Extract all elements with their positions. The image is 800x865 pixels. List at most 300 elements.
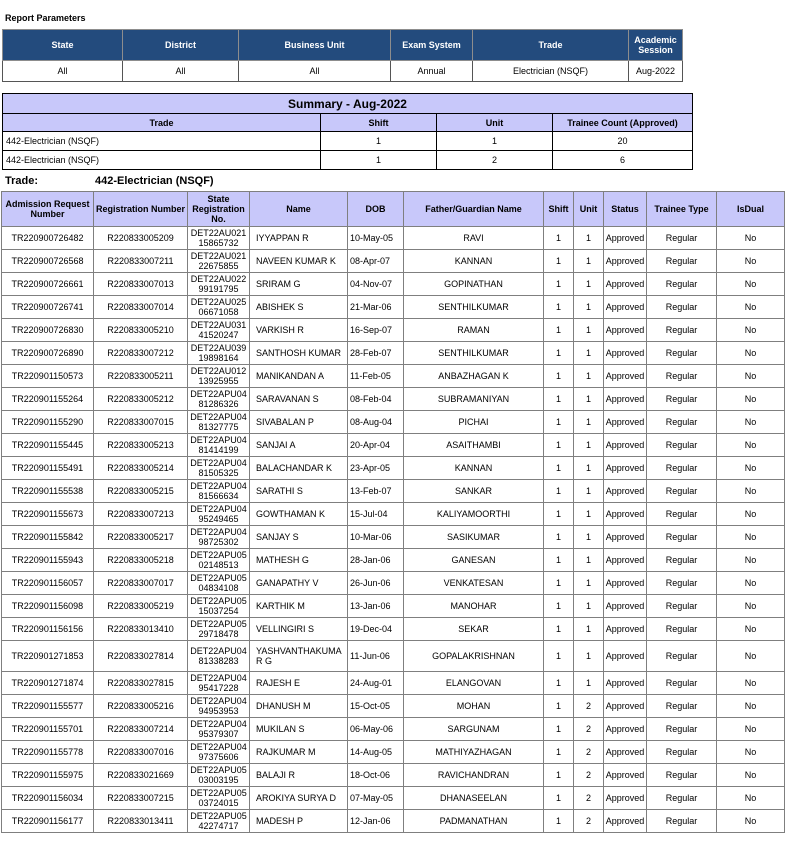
- cell-state-registration: DET22APU04 95249465: [188, 503, 250, 526]
- cell-state-registration: DET22APU04 81286326: [188, 388, 250, 411]
- cell-dob: 16-Sep-07: [348, 319, 404, 342]
- cell-shift: 1: [544, 503, 574, 526]
- cell-trainee-type: Regular: [647, 595, 717, 618]
- cell-admission-number: TR220900726890: [2, 342, 94, 365]
- cell-father-name: ANBAZHAGAN K: [404, 365, 544, 388]
- cell-status: Approved: [604, 741, 647, 764]
- cell-shift: 1: [544, 342, 574, 365]
- cell-isdual: No: [717, 572, 785, 595]
- table-row: [2, 641, 785, 672]
- table-row: [2, 741, 785, 764]
- cell-dob: 15-Jul-04: [348, 503, 404, 526]
- cell-isdual: No: [717, 250, 785, 273]
- cell-trainee-type: Regular: [647, 388, 717, 411]
- cell-trainee-type: Regular: [647, 342, 717, 365]
- cell-state-registration: DET22APU04 98725302: [188, 526, 250, 549]
- cell-trainee-type: Regular: [647, 718, 717, 741]
- cell-isdual: No: [717, 434, 785, 457]
- cell-unit: 1: [574, 503, 604, 526]
- cell-father-name: ELANGOVAN: [404, 672, 544, 695]
- cell-shift: 1: [544, 411, 574, 434]
- cell-status: Approved: [604, 526, 647, 549]
- cell-registration-number: R220833007015: [94, 411, 188, 434]
- param-header-state: State: [3, 30, 123, 61]
- cell-admission-number: TR220900726741: [2, 296, 94, 319]
- cell-state-registration: DET22AU021 15865732: [188, 227, 250, 250]
- cell-registration-number: R220833005209: [94, 227, 188, 250]
- cell-name: ABISHEK S: [250, 296, 348, 319]
- cell-unit: 1: [574, 411, 604, 434]
- cell-state-registration: DET22APU04 81566634: [188, 480, 250, 503]
- cell-shift: 1: [544, 718, 574, 741]
- cell-dob: 15-Oct-05: [348, 695, 404, 718]
- cell-name: IYYAPPAN R: [250, 227, 348, 250]
- cell-admission-number: TR220901156057: [2, 572, 94, 595]
- trade-label: Trade:: [5, 175, 39, 187]
- summary-cell-unit: 1: [437, 132, 553, 151]
- cell-isdual: No: [717, 319, 785, 342]
- cell-dob: 19-Dec-04: [348, 618, 404, 641]
- table-row: [2, 365, 785, 388]
- cell-unit: 2: [574, 695, 604, 718]
- summary-row: [3, 151, 693, 170]
- summary-header-count: Trainee Count (Approved): [553, 114, 693, 132]
- cell-registration-number: R220833007211: [94, 250, 188, 273]
- cell-shift: 1: [544, 672, 574, 695]
- cell-father-name: RAVICHANDRAN: [404, 764, 544, 787]
- cell-admission-number: TR220901155264: [2, 388, 94, 411]
- cell-registration-number: R220833005219: [94, 595, 188, 618]
- table-row: [2, 273, 785, 296]
- summary-cell-trade: 442-Electrician (NSQF): [3, 151, 321, 170]
- cell-dob: 04-Nov-07: [348, 273, 404, 296]
- cell-dob: 13-Feb-07: [348, 480, 404, 503]
- cell-status: Approved: [604, 764, 647, 787]
- cell-father-name: MATHIYAZHAGAN: [404, 741, 544, 764]
- cell-isdual: No: [717, 618, 785, 641]
- summary-table: [2, 93, 693, 170]
- cell-name: MADESH P: [250, 810, 348, 833]
- cell-trainee-type: Regular: [647, 457, 717, 480]
- cell-shift: 1: [544, 388, 574, 411]
- table-row: [2, 434, 785, 457]
- cell-status: Approved: [604, 672, 647, 695]
- cell-name: BALACHANDAR K: [250, 457, 348, 480]
- cell-trainee-type: Regular: [647, 764, 717, 787]
- cell-state-registration: DET22APU05 29718478: [188, 618, 250, 641]
- summary-cell-unit: 2: [437, 151, 553, 170]
- table-row: [2, 342, 785, 365]
- col-header-state-registration: State Registration No.: [188, 192, 250, 227]
- cell-isdual: No: [717, 388, 785, 411]
- cell-father-name: GOPINATHAN: [404, 273, 544, 296]
- table-row: [2, 319, 785, 342]
- cell-shift: 1: [544, 572, 574, 595]
- cell-admission-number: TR220901155445: [2, 434, 94, 457]
- cell-unit: 2: [574, 787, 604, 810]
- cell-shift: 1: [544, 764, 574, 787]
- table-row: [2, 695, 785, 718]
- summary-title: Summary - Aug-2022: [3, 94, 693, 114]
- cell-father-name: SENTHILKUMAR: [404, 342, 544, 365]
- cell-state-registration: DET22APU05 42274717: [188, 810, 250, 833]
- cell-dob: 10-Mar-06: [348, 526, 404, 549]
- cell-admission-number: TR220901156034: [2, 787, 94, 810]
- cell-father-name: MOHAN: [404, 695, 544, 718]
- cell-trainee-type: Regular: [647, 572, 717, 595]
- cell-registration-number: R220833021669: [94, 764, 188, 787]
- trainee-table: [1, 191, 785, 833]
- cell-trainee-type: Regular: [647, 434, 717, 457]
- cell-registration-number: R220833007013: [94, 273, 188, 296]
- cell-trainee-type: Regular: [647, 695, 717, 718]
- cell-status: Approved: [604, 641, 647, 672]
- cell-dob: 20-Apr-04: [348, 434, 404, 457]
- cell-name: KARTHIK M: [250, 595, 348, 618]
- cell-trainee-type: Regular: [647, 250, 717, 273]
- cell-trainee-type: Regular: [647, 641, 717, 672]
- cell-isdual: No: [717, 787, 785, 810]
- table-row: [2, 388, 785, 411]
- cell-status: Approved: [604, 695, 647, 718]
- cell-registration-number: R220833013411: [94, 810, 188, 833]
- cell-state-registration: DET22APU04 95417228: [188, 672, 250, 695]
- param-header-district: District: [123, 30, 239, 61]
- cell-name: RAJKUMAR M: [250, 741, 348, 764]
- cell-dob: 23-Apr-05: [348, 457, 404, 480]
- cell-name: DHANUSH M: [250, 695, 348, 718]
- cell-unit: 1: [574, 434, 604, 457]
- cell-unit: 1: [574, 618, 604, 641]
- cell-father-name: GANESAN: [404, 549, 544, 572]
- cell-dob: 06-May-06: [348, 718, 404, 741]
- summary-header-trade: Trade: [3, 114, 321, 132]
- cell-unit: 1: [574, 296, 604, 319]
- col-header-registration: Registration Number: [94, 192, 188, 227]
- cell-shift: 1: [544, 595, 574, 618]
- summary-cell-count: 6: [553, 151, 693, 170]
- cell-admission-number: TR220901271853: [2, 641, 94, 672]
- cell-admission-number: TR220900726830: [2, 319, 94, 342]
- cell-dob: 24-Aug-01: [348, 672, 404, 695]
- cell-admission-number: TR220901271874: [2, 672, 94, 695]
- cell-admission-number: TR220901155842: [2, 526, 94, 549]
- cell-registration-number: R220833005214: [94, 457, 188, 480]
- cell-registration-number: R220833005215: [94, 480, 188, 503]
- cell-shift: 1: [544, 365, 574, 388]
- cell-dob: 12-Jan-06: [348, 810, 404, 833]
- cell-state-registration: DET22AU012 13925955: [188, 365, 250, 388]
- cell-registration-number: R220833007016: [94, 741, 188, 764]
- cell-admission-number: TR220901155701: [2, 718, 94, 741]
- cell-status: Approved: [604, 365, 647, 388]
- cell-unit: 1: [574, 480, 604, 503]
- cell-name: MANIKANDAN A: [250, 365, 348, 388]
- cell-father-name: KANNAN: [404, 457, 544, 480]
- cell-status: Approved: [604, 618, 647, 641]
- cell-state-registration: DET22APU04 97375606: [188, 741, 250, 764]
- cell-dob: 08-Feb-04: [348, 388, 404, 411]
- cell-registration-number: R220833005217: [94, 526, 188, 549]
- cell-shift: 1: [544, 641, 574, 672]
- cell-state-registration: DET22APU05 15037254: [188, 595, 250, 618]
- cell-isdual: No: [717, 457, 785, 480]
- summary-cell-trade: 442-Electrician (NSQF): [3, 132, 321, 151]
- summary-header-shift: Shift: [321, 114, 437, 132]
- cell-isdual: No: [717, 503, 785, 526]
- cell-shift: 1: [544, 319, 574, 342]
- cell-isdual: No: [717, 526, 785, 549]
- cell-status: Approved: [604, 549, 647, 572]
- cell-unit: 1: [574, 342, 604, 365]
- cell-status: Approved: [604, 411, 647, 434]
- cell-admission-number: TR220901156098: [2, 595, 94, 618]
- cell-dob: 08-Aug-04: [348, 411, 404, 434]
- cell-father-name: DHANASEELAN: [404, 787, 544, 810]
- cell-status: Approved: [604, 273, 647, 296]
- param-value-district: All: [123, 61, 239, 82]
- table-row: [2, 718, 785, 741]
- cell-registration-number: R220833007215: [94, 787, 188, 810]
- cell-admission-number: TR220901155491: [2, 457, 94, 480]
- cell-isdual: No: [717, 365, 785, 388]
- cell-father-name: ASAITHAMBI: [404, 434, 544, 457]
- cell-admission-number: TR220901155943: [2, 549, 94, 572]
- cell-unit: 1: [574, 526, 604, 549]
- cell-admission-number: TR220901155538: [2, 480, 94, 503]
- cell-status: Approved: [604, 480, 647, 503]
- cell-admission-number: TR220901156177: [2, 810, 94, 833]
- cell-trainee-type: Regular: [647, 365, 717, 388]
- cell-unit: 1: [574, 641, 604, 672]
- cell-status: Approved: [604, 810, 647, 833]
- cell-unit: 1: [574, 250, 604, 273]
- cell-father-name: KANNAN: [404, 250, 544, 273]
- cell-father-name: PICHAI: [404, 411, 544, 434]
- col-header-shift: Shift: [544, 192, 574, 227]
- cell-dob: 07-May-05: [348, 787, 404, 810]
- cell-shift: 1: [544, 434, 574, 457]
- cell-registration-number: R220833005211: [94, 365, 188, 388]
- table-row: [2, 296, 785, 319]
- cell-unit: 1: [574, 595, 604, 618]
- cell-name: SIVABALAN P: [250, 411, 348, 434]
- cell-status: Approved: [604, 787, 647, 810]
- cell-unit: 1: [574, 227, 604, 250]
- cell-trainee-type: Regular: [647, 411, 717, 434]
- cell-state-registration: DET22AU025 06671058: [188, 296, 250, 319]
- cell-trainee-type: Regular: [647, 296, 717, 319]
- cell-registration-number: R220833007214: [94, 718, 188, 741]
- cell-unit: 1: [574, 457, 604, 480]
- cell-admission-number: TR220901155975: [2, 764, 94, 787]
- cell-trainee-type: Regular: [647, 526, 717, 549]
- param-header-business-unit: Business Unit: [239, 30, 391, 61]
- col-header-isdual: IsDual: [717, 192, 785, 227]
- cell-trainee-type: Regular: [647, 741, 717, 764]
- cell-trainee-type: Regular: [647, 672, 717, 695]
- cell-state-registration: DET22APU04 81338283: [188, 641, 250, 672]
- cell-dob: 11-Jun-06: [348, 641, 404, 672]
- table-row: [2, 572, 785, 595]
- cell-status: Approved: [604, 296, 647, 319]
- table-row: [2, 250, 785, 273]
- cell-unit: 1: [574, 388, 604, 411]
- cell-unit: 1: [574, 549, 604, 572]
- cell-trainee-type: Regular: [647, 503, 717, 526]
- param-value-state: All: [3, 61, 123, 82]
- table-row: [2, 526, 785, 549]
- param-header-trade: Trade: [473, 30, 629, 61]
- cell-status: Approved: [604, 319, 647, 342]
- cell-isdual: No: [717, 342, 785, 365]
- table-row: [2, 503, 785, 526]
- cell-father-name: RAMAN: [404, 319, 544, 342]
- cell-status: Approved: [604, 388, 647, 411]
- cell-status: Approved: [604, 503, 647, 526]
- cell-name: GANAPATHY V: [250, 572, 348, 595]
- cell-name: SANJAY S: [250, 526, 348, 549]
- cell-isdual: No: [717, 810, 785, 833]
- cell-admission-number: TR220901155577: [2, 695, 94, 718]
- cell-isdual: No: [717, 695, 785, 718]
- cell-dob: 21-Mar-06: [348, 296, 404, 319]
- cell-admission-number: TR220901156156: [2, 618, 94, 641]
- cell-admission-number: TR220901150573: [2, 365, 94, 388]
- cell-admission-number: TR220901155778: [2, 741, 94, 764]
- cell-isdual: No: [717, 764, 785, 787]
- col-header-status: Status: [604, 192, 647, 227]
- table-row: [2, 457, 785, 480]
- cell-name: SARATHI S: [250, 480, 348, 503]
- param-value-academic-session: Aug-2022: [629, 61, 683, 82]
- table-row: [2, 480, 785, 503]
- cell-state-registration: DET22APU04 81414199: [188, 434, 250, 457]
- param-header-academic-session: Academic Session: [629, 30, 683, 61]
- cell-unit: 1: [574, 319, 604, 342]
- table-row: [2, 595, 785, 618]
- cell-trainee-type: Regular: [647, 549, 717, 572]
- cell-state-registration: DET22APU04 81327775: [188, 411, 250, 434]
- cell-dob: 10-May-05: [348, 227, 404, 250]
- cell-name: YASHVANTHAKUMA R G: [250, 641, 348, 672]
- table-row: [2, 618, 785, 641]
- summary-cell-shift: 1: [321, 132, 437, 151]
- cell-name: BALAJI R: [250, 764, 348, 787]
- cell-father-name: SUBRAMANIYAN: [404, 388, 544, 411]
- cell-registration-number: R220833013410: [94, 618, 188, 641]
- cell-admission-number: TR220900726482: [2, 227, 94, 250]
- cell-shift: 1: [544, 741, 574, 764]
- cell-name: VARKISH R: [250, 319, 348, 342]
- cell-trainee-type: Regular: [647, 319, 717, 342]
- cell-admission-number: TR220900726661: [2, 273, 94, 296]
- table-row: [2, 810, 785, 833]
- cell-isdual: No: [717, 672, 785, 695]
- report-parameters-table: [2, 29, 683, 82]
- cell-dob: 28-Feb-07: [348, 342, 404, 365]
- cell-unit: 2: [574, 810, 604, 833]
- cell-isdual: No: [717, 718, 785, 741]
- cell-unit: 2: [574, 764, 604, 787]
- cell-isdual: No: [717, 595, 785, 618]
- cell-dob: 26-Jun-06: [348, 572, 404, 595]
- cell-dob: 08-Apr-07: [348, 250, 404, 273]
- cell-registration-number: R220833005212: [94, 388, 188, 411]
- cell-unit: 1: [574, 365, 604, 388]
- report-parameters-title: Report Parameters: [5, 13, 86, 23]
- cell-father-name: SENTHILKUMAR: [404, 296, 544, 319]
- cell-status: Approved: [604, 572, 647, 595]
- cell-state-registration: DET22AU021 22675855: [188, 250, 250, 273]
- cell-shift: 1: [544, 457, 574, 480]
- cell-shift: 1: [544, 787, 574, 810]
- col-header-father: Father/Guardian Name: [404, 192, 544, 227]
- cell-registration-number: R220833007017: [94, 572, 188, 595]
- cell-father-name: SASIKUMAR: [404, 526, 544, 549]
- cell-dob: 11-Feb-05: [348, 365, 404, 388]
- cell-shift: 1: [544, 480, 574, 503]
- cell-status: Approved: [604, 595, 647, 618]
- cell-name: SANJAI A: [250, 434, 348, 457]
- summary-header-unit: Unit: [437, 114, 553, 132]
- cell-state-registration: DET22APU05 03724015: [188, 787, 250, 810]
- cell-shift: 1: [544, 618, 574, 641]
- cell-unit: 1: [574, 672, 604, 695]
- cell-name: NAVEEN KUMAR K: [250, 250, 348, 273]
- cell-status: Approved: [604, 250, 647, 273]
- cell-registration-number: R220833007014: [94, 296, 188, 319]
- cell-state-registration: DET22APU05 04834108: [188, 572, 250, 595]
- cell-registration-number: R220833005216: [94, 695, 188, 718]
- col-header-unit: Unit: [574, 192, 604, 227]
- cell-registration-number: R220833005210: [94, 319, 188, 342]
- cell-trainee-type: Regular: [647, 787, 717, 810]
- cell-admission-number: TR220901155673: [2, 503, 94, 526]
- cell-name: MATHESH G: [250, 549, 348, 572]
- summary-row: [3, 132, 693, 151]
- cell-father-name: GOPALAKRISHNAN: [404, 641, 544, 672]
- table-row: [2, 672, 785, 695]
- cell-state-registration: DET22APU04 94953953: [188, 695, 250, 718]
- table-row: [2, 787, 785, 810]
- cell-father-name: PADMANATHAN: [404, 810, 544, 833]
- cell-unit: 1: [574, 273, 604, 296]
- col-header-name: Name: [250, 192, 348, 227]
- table-row: [2, 549, 785, 572]
- cell-isdual: No: [717, 296, 785, 319]
- cell-shift: 1: [544, 549, 574, 572]
- cell-trainee-type: Regular: [647, 810, 717, 833]
- cell-isdual: No: [717, 227, 785, 250]
- cell-unit: 1: [574, 572, 604, 595]
- cell-state-registration: DET22AU022 99191795: [188, 273, 250, 296]
- cell-shift: 1: [544, 273, 574, 296]
- cell-father-name: SANKAR: [404, 480, 544, 503]
- cell-name: SARAVANAN S: [250, 388, 348, 411]
- cell-registration-number: R220833007213: [94, 503, 188, 526]
- table-row: [2, 227, 785, 250]
- cell-isdual: No: [717, 411, 785, 434]
- cell-isdual: No: [717, 549, 785, 572]
- table-row: [2, 411, 785, 434]
- cell-registration-number: R220833027814: [94, 641, 188, 672]
- cell-admission-number: TR220901155290: [2, 411, 94, 434]
- cell-state-registration: DET22AU039 19898164: [188, 342, 250, 365]
- cell-state-registration: DET22APU04 81505325: [188, 457, 250, 480]
- cell-isdual: No: [717, 741, 785, 764]
- cell-father-name: SEKAR: [404, 618, 544, 641]
